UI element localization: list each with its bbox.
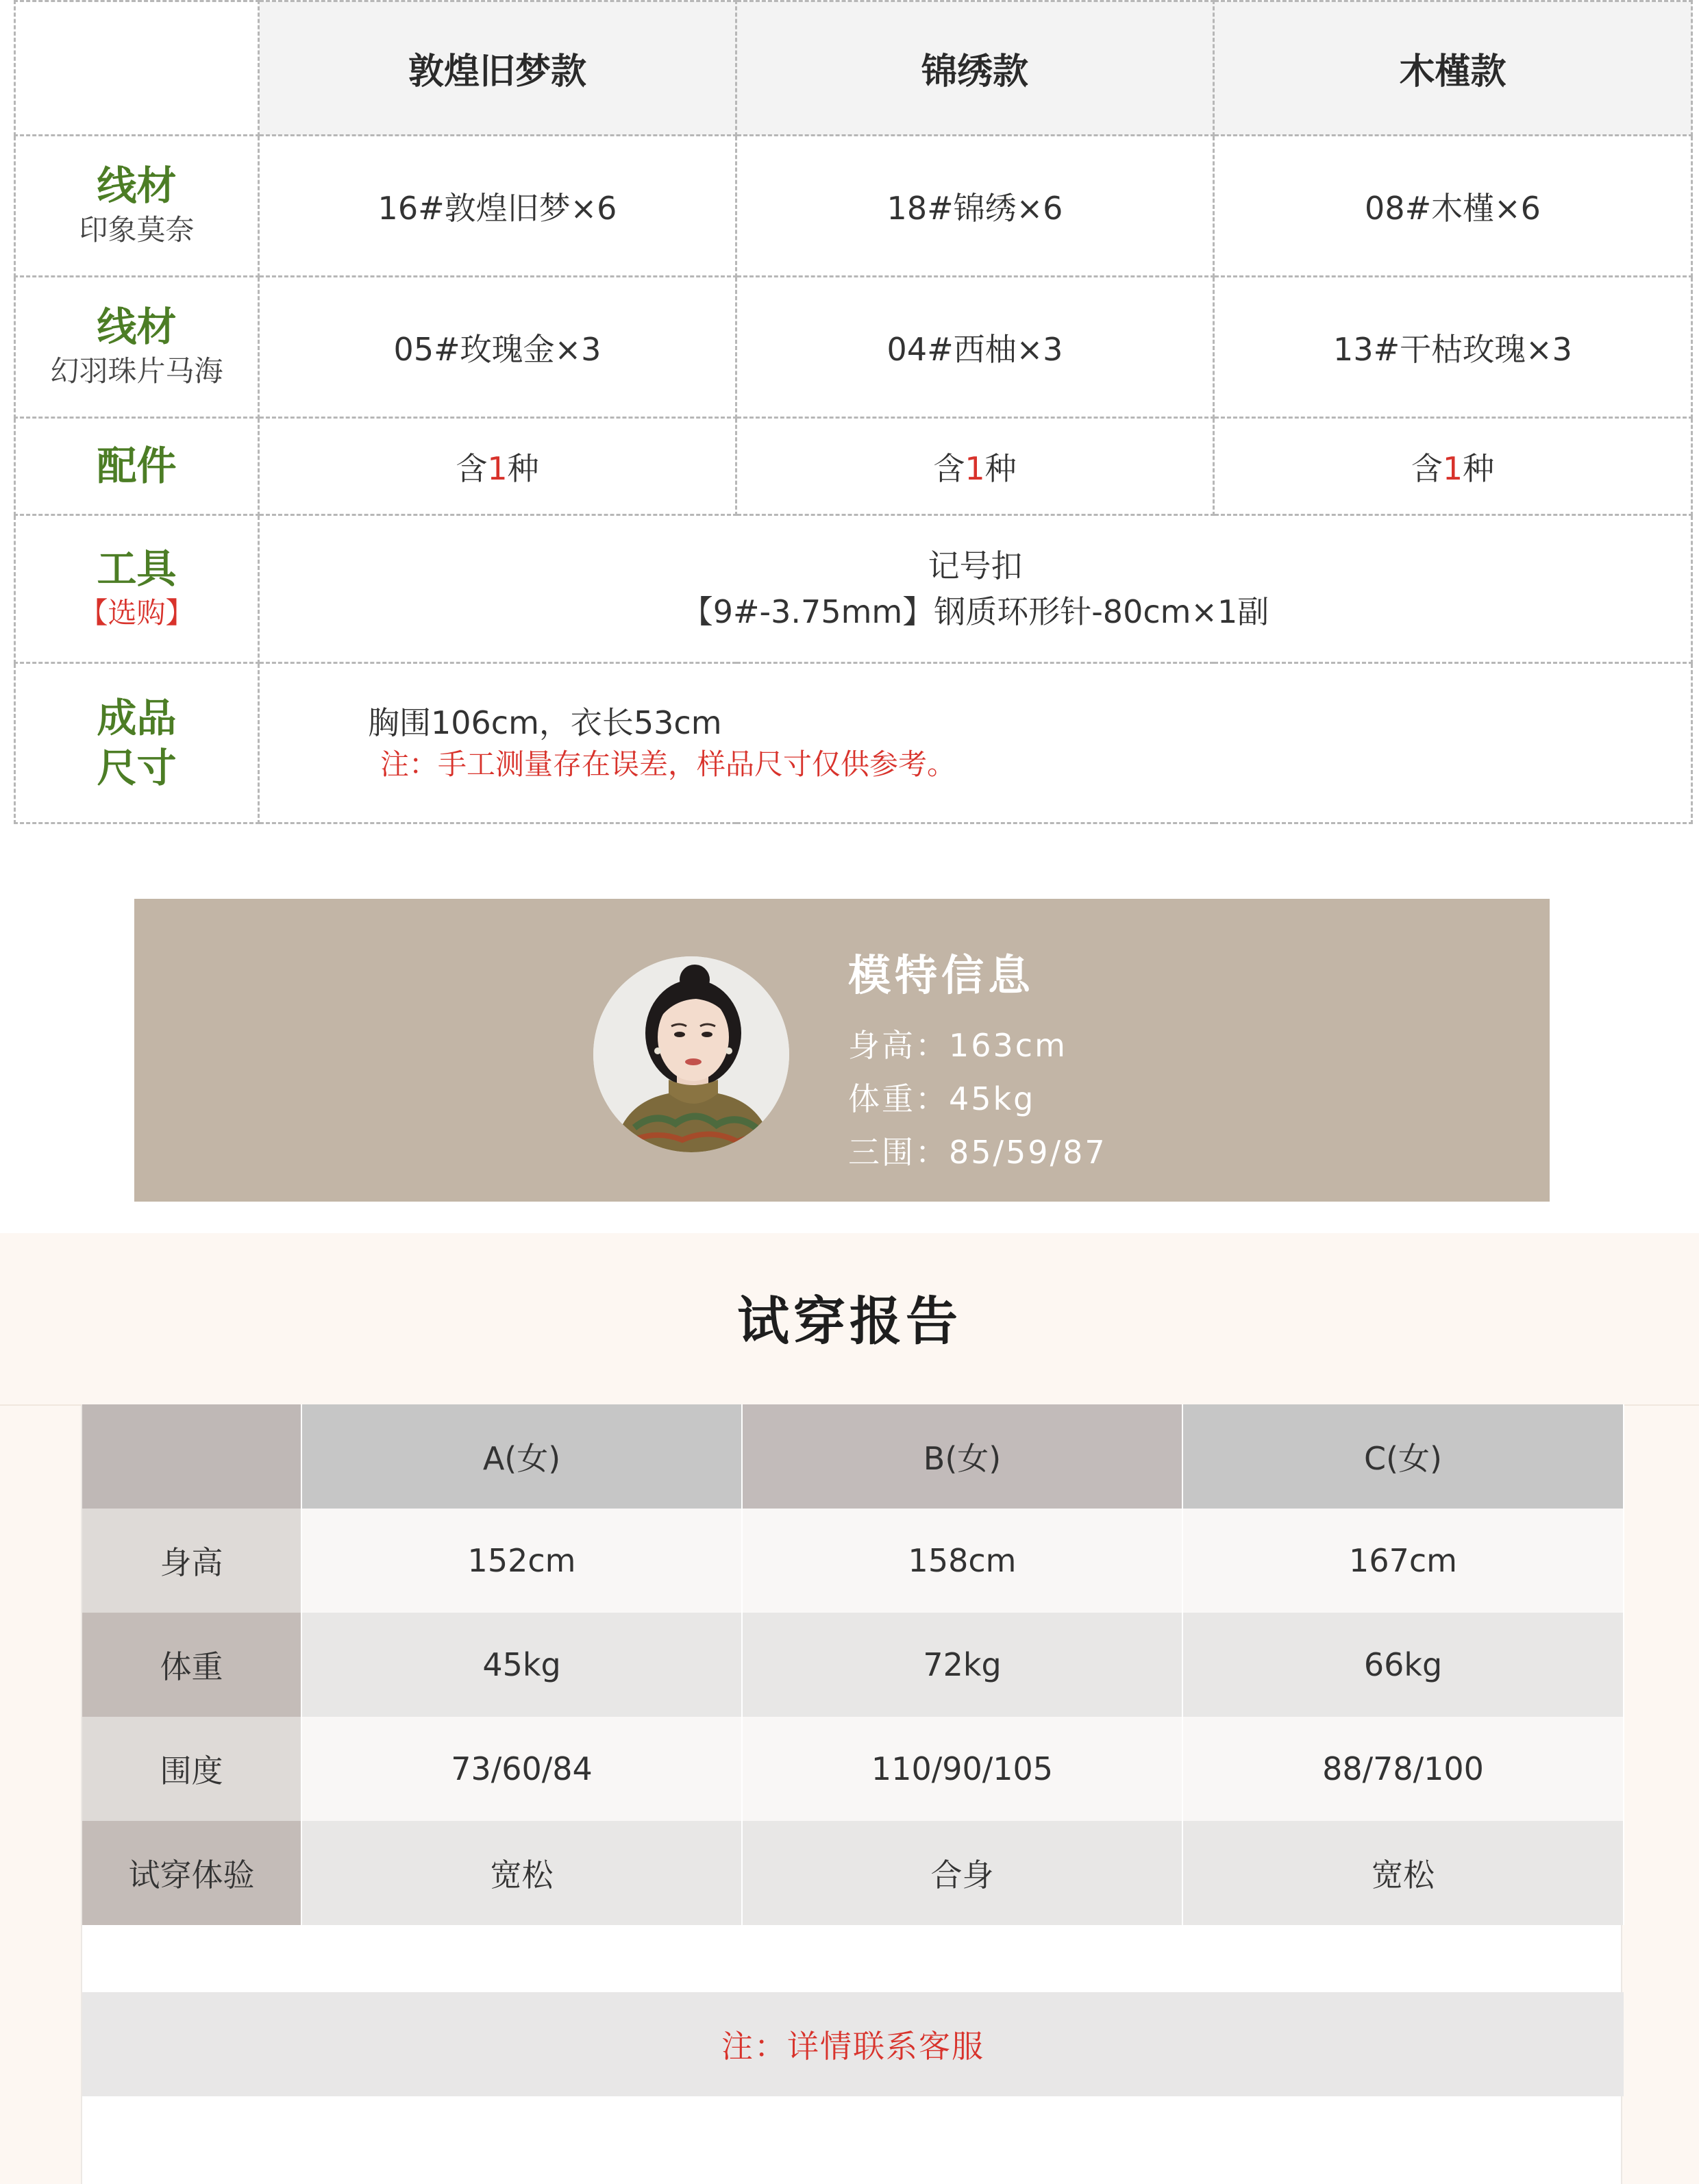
- accessory-value: 含1种: [736, 418, 1214, 515]
- report-row: [82, 1613, 1624, 1717]
- model-info-card: [134, 899, 1550, 1202]
- report-row: [82, 1717, 1624, 1821]
- report-cell: 167cm: [1182, 1509, 1624, 1613]
- model-portrait-image: [593, 956, 789, 1152]
- tools-value: [259, 515, 1692, 663]
- report-header-row: [82, 1404, 1624, 1509]
- report-header-cell: B(女): [742, 1404, 1182, 1509]
- materials-header-row: [15, 1, 1692, 136]
- yarn-value: 16#敦煌旧梦×6: [259, 136, 736, 277]
- model-height: 身高：163cm: [848, 1027, 1067, 1064]
- yarn-value: 04#西柚×3: [736, 277, 1214, 418]
- row-label: [15, 418, 259, 515]
- accessory-row: [15, 418, 1692, 515]
- report-row-label: 体重: [82, 1613, 301, 1717]
- yarn-value: 18#锦绣×6: [736, 136, 1214, 277]
- size-value-cell: [259, 663, 1692, 823]
- report-cell: 158cm: [742, 1509, 1182, 1613]
- row-label: [15, 663, 259, 823]
- variant-header: 敦煌旧梦款: [259, 1, 736, 136]
- row-label-main: 工具: [97, 545, 177, 592]
- row-label: [15, 277, 259, 418]
- row-label-optional: 【选购】: [79, 596, 195, 630]
- accessory-value: 含1种: [1214, 418, 1692, 515]
- row-label-main: 线材: [97, 162, 177, 209]
- report-corner-cell: [82, 1404, 301, 1509]
- row-label-main: 配件: [97, 443, 177, 490]
- accessory-value: 含1种: [259, 418, 736, 515]
- yarn-row: [15, 136, 1692, 277]
- report-cell: 宽松: [1182, 1821, 1624, 1925]
- report-note: 注：详情联系客服: [82, 1992, 1624, 2096]
- variant-header: 木槿款: [1214, 1, 1692, 136]
- report-title: 试穿报告: [737, 1291, 962, 1352]
- tool-line: 【9#-3.75mm】钢质环形针-80cm×1副: [681, 593, 1269, 630]
- avatar: [593, 956, 789, 1152]
- report-row: [82, 1821, 1624, 1925]
- report-cell: 合身: [742, 1821, 1182, 1925]
- size-note: 注：手工测量存在误差，样品尺寸仅供参考。: [380, 747, 956, 782]
- report-row-label: 围度: [82, 1717, 301, 1821]
- materials-corner-cell: [15, 1, 259, 136]
- materials-table: [14, 0, 1693, 824]
- row-label-sub: 幻羽珠片马海: [50, 354, 223, 388]
- row-label-main: 成品: [97, 695, 177, 741]
- tryon-report-section: [0, 1233, 1699, 2184]
- report-row-label: 试穿体验: [82, 1821, 301, 1925]
- report-cell: 72kg: [742, 1613, 1182, 1717]
- yarn-value: 08#木槿×6: [1214, 136, 1692, 277]
- model-info-title: 模特信息: [848, 950, 1035, 1000]
- report-header-cell: C(女): [1182, 1404, 1624, 1509]
- report-cell: 45kg: [301, 1613, 742, 1717]
- yarn-value: 13#干枯玫瑰×3: [1214, 277, 1692, 418]
- size-row: [15, 663, 1692, 823]
- size-value: 胸围106cm，衣长53cm: [368, 704, 722, 741]
- yarn-value: 05#玫瑰金×3: [259, 277, 736, 418]
- report-table: [82, 1404, 1624, 1925]
- report-cell: 110/90/105: [742, 1717, 1182, 1821]
- model-measurements: 三围：85/59/87: [848, 1134, 1107, 1171]
- report-cell: 88/78/100: [1182, 1717, 1624, 1821]
- row-label-main: 线材: [97, 303, 177, 350]
- model-weight: 体重：45kg: [848, 1080, 1036, 1117]
- report-row: [82, 1509, 1624, 1613]
- report-row-label: 身高: [82, 1509, 301, 1613]
- variant-header: 锦绣款: [736, 1, 1214, 136]
- yarn-row: [15, 277, 1692, 418]
- row-label: [15, 515, 259, 663]
- row-label: [15, 136, 259, 277]
- report-cell: 宽松: [301, 1821, 742, 1925]
- report-panel: [81, 1404, 1622, 2184]
- report-cell: 66kg: [1182, 1613, 1624, 1717]
- report-cell: 73/60/84: [301, 1717, 742, 1821]
- model-info-text: [848, 941, 1107, 1179]
- row-label-sub: 印象莫奈: [79, 213, 195, 247]
- row-label-main: 尺寸: [97, 744, 177, 791]
- report-cell: 152cm: [301, 1509, 742, 1613]
- tools-row: [15, 515, 1692, 663]
- tool-line: 记号扣: [928, 547, 1023, 584]
- report-header-cell: A(女): [301, 1404, 742, 1509]
